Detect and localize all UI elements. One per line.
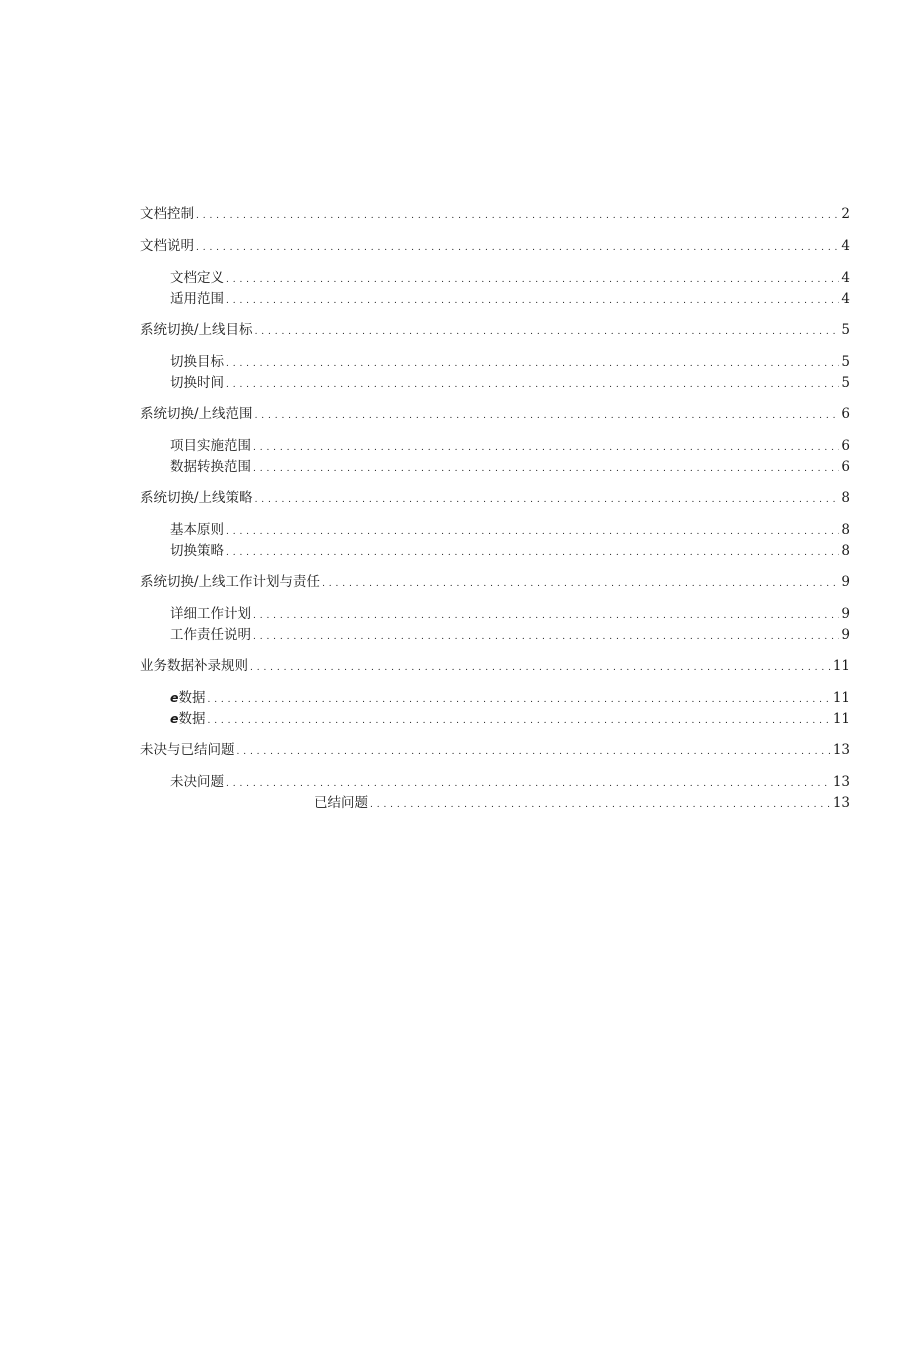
toc-entry-label: 系统切换/上线工作计划与责任 (140, 574, 321, 590)
toc-entry-label: 已结问题 (314, 795, 368, 811)
toc-entry[interactable] (170, 772, 850, 792)
toc-dot-leader (226, 772, 831, 792)
toc-entry-label: 系统切换/上线目标 (140, 322, 253, 338)
toc-entry[interactable] (170, 457, 850, 477)
toc-entry-label: 切换时间 (170, 375, 224, 391)
toc-dot-leader (196, 236, 839, 256)
toc-dot-leader (253, 436, 839, 456)
toc-dot-leader (226, 541, 839, 561)
toc-page-number: 9 (841, 574, 850, 590)
toc-dot-leader (255, 404, 840, 424)
toc-entry[interactable] (140, 404, 850, 424)
toc-entry-title (170, 436, 253, 456)
toc-entry-title (140, 404, 255, 424)
toc-dot-leader (253, 604, 839, 624)
toc-entry[interactable] (140, 488, 850, 508)
toc-entry[interactable] (170, 268, 850, 288)
toc-page-number: 11 (832, 658, 850, 674)
toc-entry-title (140, 572, 322, 592)
toc-entry[interactable] (170, 352, 850, 372)
toc-entry-title (170, 709, 207, 729)
toc-page-number: 11 (832, 690, 850, 706)
toc-entry[interactable] (140, 572, 850, 592)
toc-entry-label: 未决与已结问题 (140, 742, 235, 758)
toc-dot-leader (226, 268, 839, 288)
toc-entry-title (170, 373, 226, 393)
toc-entry-prefix: e (170, 690, 179, 705)
toc-entry-label: 工作责任说明 (170, 627, 251, 643)
toc-page-number: 13 (832, 795, 850, 811)
toc-entry-title (170, 352, 226, 372)
toc-dot-leader (207, 688, 830, 708)
toc-page-number: 9 (841, 606, 850, 622)
toc-entry-title (140, 740, 237, 760)
toc-entry-title (170, 268, 226, 288)
toc-entry[interactable] (140, 204, 850, 224)
toc-entry[interactable] (170, 541, 850, 561)
toc-entry-label: 详细工作计划 (170, 606, 251, 622)
toc-page-number: 5 (841, 375, 850, 391)
toc-dot-leader (250, 656, 831, 676)
toc-page-number: 4 (841, 238, 850, 254)
toc-entry-label: 切换策略 (170, 543, 224, 559)
toc-entry-title (170, 772, 226, 792)
toc-page-number: 5 (841, 354, 850, 370)
toc-entry[interactable] (140, 740, 850, 760)
toc-entry-title (170, 457, 253, 477)
toc-page-number: 8 (841, 543, 850, 559)
toc-dot-leader (226, 352, 839, 372)
toc-page-number: 4 (841, 270, 850, 286)
toc-entry-title (170, 289, 226, 309)
toc-entry-label: 数据 (178, 711, 206, 727)
toc-entry[interactable] (140, 236, 850, 256)
toc-entry[interactable] (170, 289, 850, 309)
toc-entry-title (170, 541, 226, 561)
toc-entry[interactable] (170, 709, 850, 729)
toc-page-number: 6 (841, 406, 850, 422)
toc-dot-leader (226, 289, 839, 309)
toc-entry-label: 未决问题 (170, 774, 224, 790)
toc-dot-leader (207, 709, 830, 729)
toc-entry-title (140, 656, 250, 676)
toc-dot-leader (255, 320, 840, 340)
toc-entry-label: 文档定义 (170, 270, 224, 286)
toc-dot-leader (226, 520, 839, 540)
toc-dot-leader (255, 488, 840, 508)
toc-dot-leader (322, 572, 839, 592)
toc-dot-leader (226, 373, 839, 393)
toc-page-number: 13 (832, 774, 850, 790)
toc-entry-label: 基本原则 (170, 522, 224, 538)
toc-entry-label: 文档控制 (140, 206, 194, 222)
toc-entry-label: 系统切换/上线范围 (140, 406, 253, 422)
toc-page-number: 5 (841, 322, 850, 338)
toc-entry-title (140, 488, 255, 508)
toc-entry-title (140, 320, 255, 340)
toc-entry-label: 适用范围 (170, 291, 224, 307)
toc-entry-label: 切换目标 (170, 354, 224, 370)
toc-entry-label: 系统切换/上线策略 (140, 490, 253, 506)
toc-entry-label: 文档说明 (140, 238, 194, 254)
toc-page-number: 13 (832, 742, 850, 758)
toc-entry-title (140, 204, 196, 224)
toc-entry[interactable] (170, 373, 850, 393)
toc-entry-title (170, 625, 253, 645)
toc-dot-leader (370, 793, 831, 813)
toc-entry-title (170, 688, 207, 708)
toc-entry[interactable] (170, 520, 850, 540)
toc-entry-title (170, 604, 253, 624)
toc-page-number: 11 (832, 711, 850, 727)
toc-dot-leader (237, 740, 831, 760)
toc-entry-title (170, 520, 226, 540)
toc-entry[interactable] (170, 625, 850, 645)
toc-entry[interactable] (314, 793, 850, 813)
toc-dot-leader (253, 457, 839, 477)
toc-page-number: 9 (841, 627, 850, 643)
toc-entry[interactable] (140, 656, 850, 676)
toc-page-number: 6 (841, 438, 850, 454)
toc-page-number: 8 (841, 522, 850, 538)
toc-page-number: 4 (841, 291, 850, 307)
toc-entry[interactable] (170, 688, 850, 708)
toc-entry-title (140, 236, 196, 256)
toc-entry-label: 数据转换范围 (170, 459, 251, 475)
toc-entry-prefix: e (170, 711, 179, 726)
toc-entry-label: 数据 (178, 690, 206, 706)
toc-entry-label: 项目实施范围 (170, 438, 251, 454)
toc-dot-leader (196, 204, 839, 224)
toc-page-number: 6 (841, 459, 850, 475)
toc-dot-leader (253, 625, 839, 645)
toc-page-number: 2 (841, 206, 850, 222)
toc-entry[interactable] (140, 320, 850, 340)
toc-entry[interactable] (170, 604, 850, 624)
toc-page-number: 8 (841, 490, 850, 506)
toc-entry[interactable] (170, 436, 850, 456)
toc-entry-title (314, 793, 370, 813)
toc-entry-label: 业务数据补录规则 (140, 658, 248, 674)
